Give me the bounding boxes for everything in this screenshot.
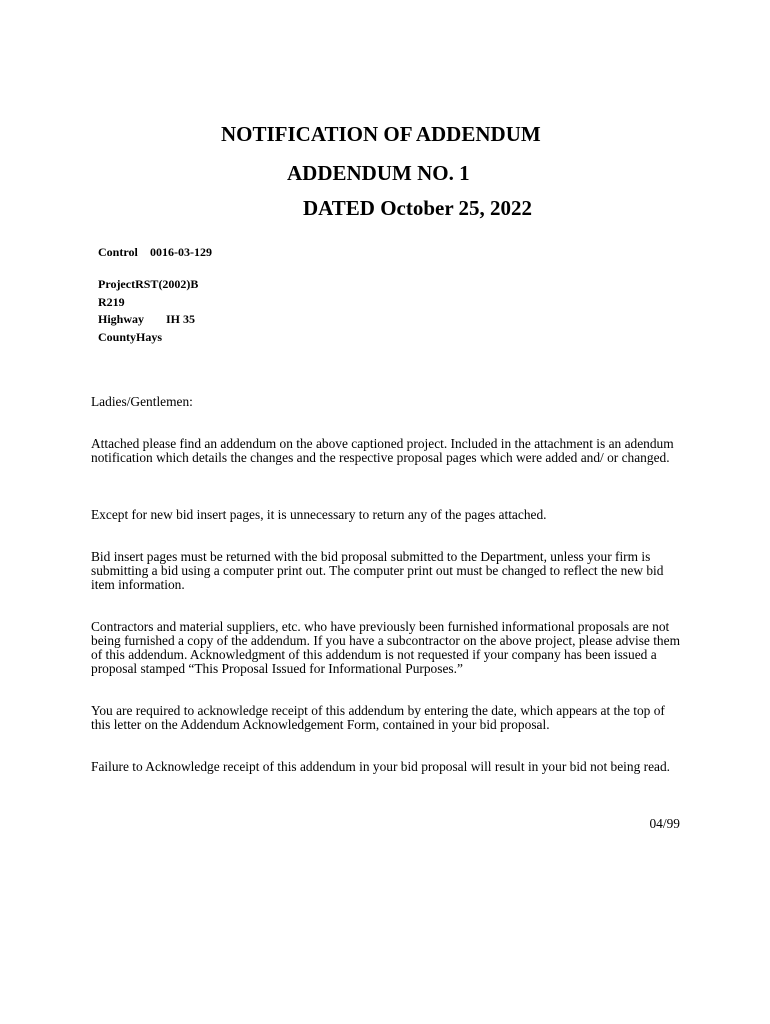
paragraph-attachment: Attached please find an addendum on the above captioned project. Included in the attachment is an adendum notification which details the changes and the respective proposal pages which were added and/ or changed.: [91, 436, 674, 465]
paragraph-contractors: Contractors and material suppliers, etc. who have previously been furnished informational proposals are not being furnished a copy of the addendum. If you have a subcontractor on the above project, please advise them of this addendum. Acknowledgment of this addendum is not requested if your company has been issued a proposal stamped “This Proposal Issued for Informational Purposes.”: [91, 619, 680, 676]
addendum-date: DATED October 25, 2022: [303, 196, 533, 220]
highway-value: IH 35: [166, 312, 196, 326]
addendum-number: ADDENDUM NO. 1: [287, 161, 470, 185]
project-row-continued: [98, 295, 125, 310]
paragraph-acknowledge: You are required to acknowledge receipt of this addendum by entering the date, which appears at the top of this letter on the Addendum Acknowledgement Form, contained in your bid proposal.: [91, 703, 665, 732]
control-label: Control: [98, 245, 138, 259]
project-value: RST(2002)B: [135, 277, 199, 291]
control-row: [98, 245, 212, 260]
highway-row: [98, 312, 195, 327]
paragraph-return-pages: Except for new bid insert pages, it is unnecessary to return any of the pages attached.: [91, 507, 547, 522]
highway-label: Highway: [98, 312, 145, 326]
salutation: Ladies/Gentlemen:: [91, 394, 193, 409]
paragraph-bid-insert: Bid insert pages must be returned with the bid proposal submitted to the Department, unless your firm is submitting a bid using a computer print out. The computer print out must be changed to reflect the new bid item information.: [91, 549, 664, 592]
county-label: County: [98, 330, 137, 344]
control-value: 0016-03-129: [150, 245, 212, 259]
project-label: Project: [98, 277, 136, 291]
paragraph-failure: Failure to Acknowledge receipt of this addendum in your bid proposal will result in your bid not being read.: [91, 759, 671, 774]
county-value: Hays: [136, 330, 163, 344]
county-row: [98, 330, 162, 345]
project-row: [98, 277, 198, 292]
project-value-line2: R219: [98, 295, 125, 309]
form-code: 04/99: [649, 816, 680, 831]
document-title: NOTIFICATION OF ADDENDUM: [221, 122, 541, 146]
